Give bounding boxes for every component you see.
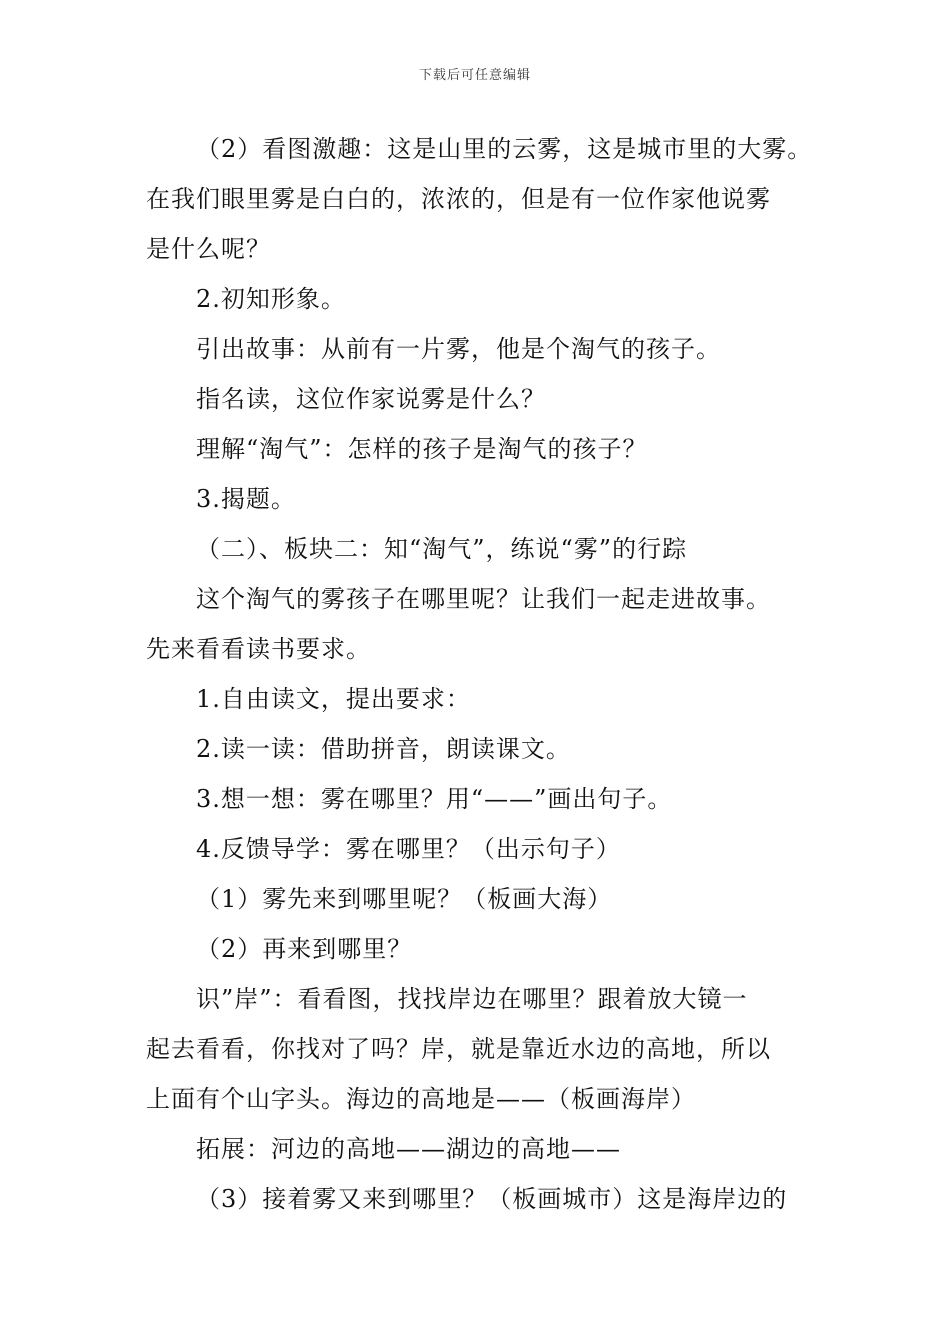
paragraph-line: 4.反馈导学：雾在哪里？（出示句子）	[196, 835, 621, 863]
paragraph-line: 3.揭题。	[196, 485, 296, 513]
paragraph-line: （3）接着雾又来到哪里？（板画城市）这是海岸边的	[196, 1185, 788, 1213]
paragraph-line: 识”岸”：看看图，找找岸边在哪里？跟着放大镜一	[196, 985, 748, 1013]
page-header: 下载后可任意编辑	[418, 68, 531, 83]
paragraph-line: 是什么呢？	[146, 235, 271, 263]
section-heading: （二）、板块二：知“淘气”，练说“雾”的行踪	[196, 535, 688, 563]
paragraph-line: 在我们眼里雾是白白的，浓浓的，但是有一位作家他说雾	[146, 185, 771, 213]
paragraph-line: 3.想一想：雾在哪里？用“——”画出句子。	[196, 785, 673, 813]
paragraph-line: （2）看图激趣：这是山里的云雾，这是城市里的大雾。	[196, 135, 813, 163]
paragraph-line: 上面有个山字头。海边的高地是——（板画海岸）	[146, 1085, 696, 1113]
paragraph-line: 1.自由读文，提出要求：	[196, 685, 471, 713]
paragraph-line: （2）再来到哪里？	[196, 935, 413, 963]
paragraph-line: 这个淘气的雾孩子在哪里呢？让我们一起走进故事。	[196, 585, 771, 613]
paragraph-line: 引出故事：从前有一片雾，他是个淘气的孩子。	[196, 335, 721, 363]
paragraph-line: 指名读，这位作家说雾是什么？	[196, 385, 546, 413]
paragraph-line: 2.初知形象。	[196, 285, 346, 313]
paragraph-line: 起去看看，你找对了吗？岸，就是靠近水边的高地，所以	[146, 1035, 771, 1063]
document-body	[146, 124, 826, 1224]
paragraph-line: 理解“淘气”：怎样的孩子是淘气的孩子？	[196, 435, 648, 463]
paragraph-line: 先来看看读书要求。	[146, 635, 371, 663]
paragraph-line: 拓展：河边的高地——湖边的高地——	[196, 1135, 621, 1163]
paragraph-line: （1）雾先来到哪里呢？（板画大海）	[196, 885, 613, 913]
paragraph-line: 2.读一读：借助拼音，朗读课文。	[196, 735, 571, 763]
